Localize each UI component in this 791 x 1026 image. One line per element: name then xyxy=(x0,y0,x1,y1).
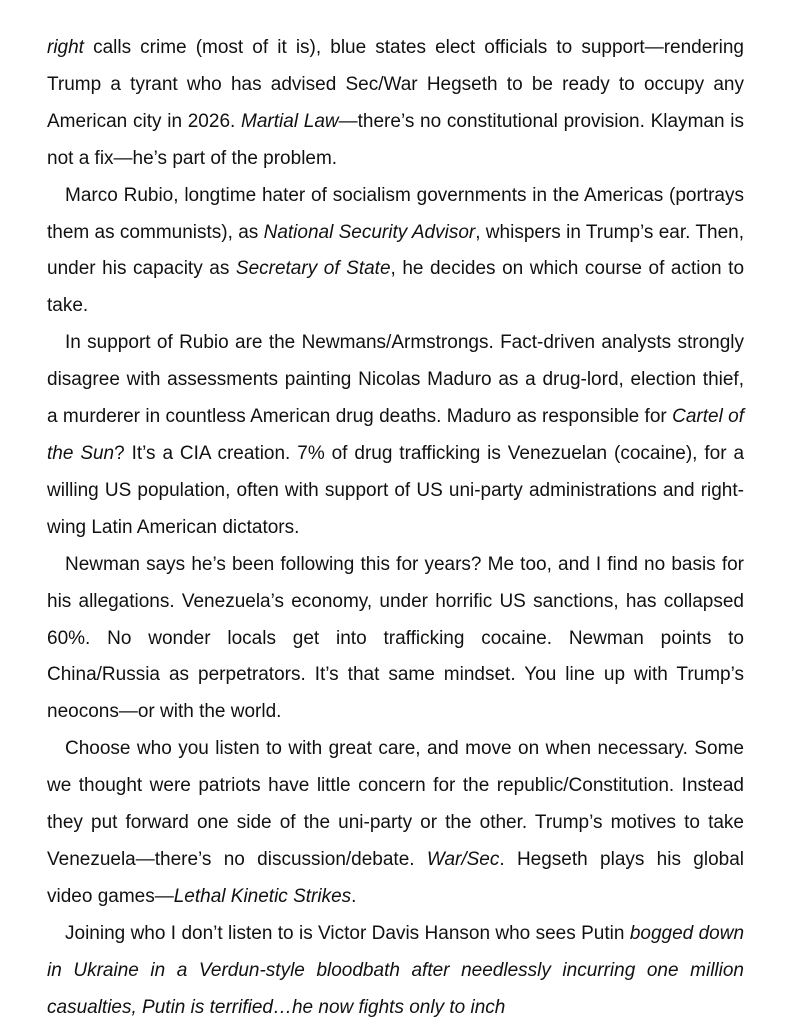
paragraph-3 xyxy=(47,325,744,546)
text-span: Newman says he’s been following this for years? Me too, and I find no basis for his allegations. Venezuela’s economy, under horrific US sanctions, has collapsed 60%. No wonder locals get into trafficking cocaine. Newman points to China/Russia as perpetrators. It’s that same mindset. You line up with Trump’s neocons—or with the world. xyxy=(47,553,744,723)
text-span: ? It’s a CIA creation. 7% of drug trafficking is Venezuelan (cocaine), for a willing US population, often with support of US uni-party administrations and right-wing Latin American dictators. xyxy=(47,442,745,538)
text-span: , he decides on which course of action to take. xyxy=(47,258,745,317)
text-span: , whispers in Trump’s ear. Then, under his capacity as xyxy=(47,221,744,280)
text-span: In support of Rubio are the Newmans/Armstrongs. Fact-driven analysts strongly disagree with assessments painting Nicolas Maduro as a drug-lord, election thief, a murderer in countless American drug deaths. Maduro as responsible for xyxy=(47,332,744,428)
text-span: . xyxy=(351,885,357,907)
text-span: Cartel of the Sun xyxy=(47,406,745,464)
text-span: bogged down in Ukraine in a Verdun-style bloodbath after needlessly incurring one million casualties, Putin is terrified…he now fights only to inch xyxy=(47,922,745,1018)
paragraph-6 xyxy=(47,916,744,1026)
text-span: War/Sec xyxy=(426,848,500,870)
text-span: National Security Advisor xyxy=(263,221,476,243)
text-span: Martial Law xyxy=(241,110,339,132)
paragraph-2 xyxy=(47,178,744,326)
text-span: . Hegseth plays his global video games— xyxy=(47,848,744,907)
text-span: Marco Rubio, longtime hater of socialism governments in the Americas (portrays them as communists), as xyxy=(47,184,744,243)
text-span: Lethal Kinetic Strikes xyxy=(173,885,352,907)
paragraph-1 xyxy=(47,30,744,178)
text-span: right xyxy=(47,37,84,58)
text-span: Joining who I don’t listen to is Victor Davis Hanson who sees Putin xyxy=(65,922,630,944)
text-span: —there’s no constitutional provision. Klayman is not a fix—he’s part of the problem. xyxy=(47,110,744,169)
text-span: Secretary of State xyxy=(235,258,391,280)
paragraph-5 xyxy=(47,731,744,916)
text-span: calls crime (most of it is), blue states elect officials to support—rendering Trump a tyrant who has advised Sec/War Hegseth to be ready to occupy any American city in 2026. xyxy=(47,37,744,132)
document-page xyxy=(47,30,744,1026)
text-span: Choose who you listen to with great care, and move on when necessary. Some we thought were patriots have little concern for the republic/Constitution. Instead they put forward one side of the uni-party or the other. Trump’s motives to take Venezuela—there’s no discussion/debate. xyxy=(47,738,744,870)
paragraph-4 xyxy=(47,547,744,732)
